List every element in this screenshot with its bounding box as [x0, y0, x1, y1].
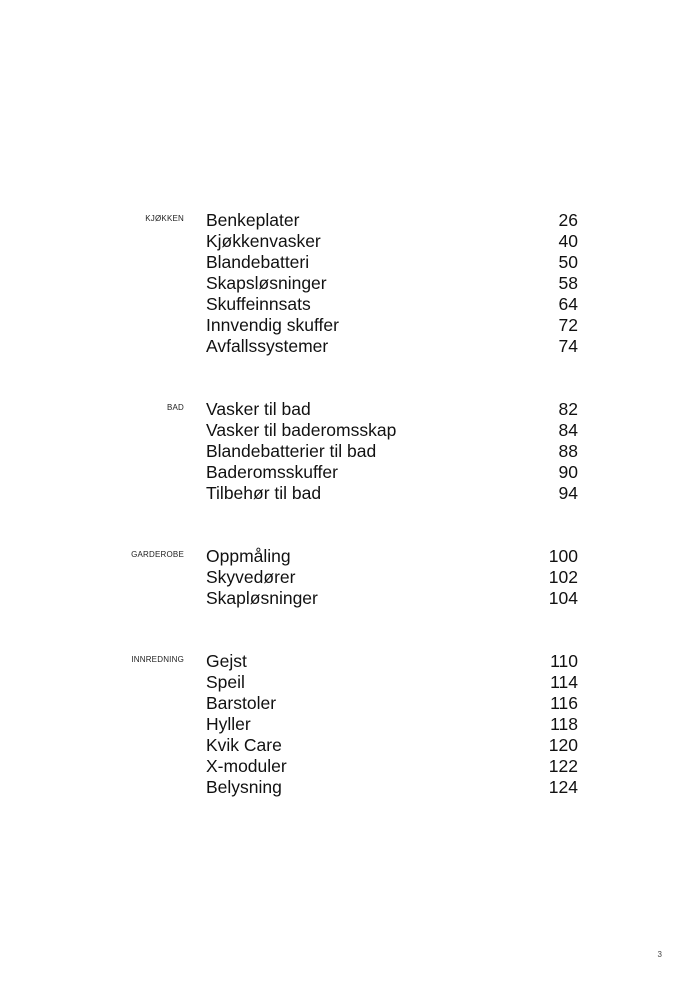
- toc-entry[interactable]: [206, 672, 578, 693]
- toc-entry[interactable]: [206, 588, 578, 609]
- toc-entry[interactable]: [206, 777, 578, 798]
- entry-page-number: 110: [550, 651, 578, 671]
- entry-title: Innvendig skuffer: [206, 315, 339, 335]
- entry-page-number: 26: [558, 210, 578, 230]
- entry-title: Skapløsninger: [206, 588, 318, 608]
- toc-entry[interactable]: [206, 210, 578, 231]
- toc-entry[interactable]: [206, 693, 578, 714]
- toc-entry[interactable]: [206, 462, 578, 483]
- entry-title: Blandebatterier til bad: [206, 441, 377, 461]
- entry-page-number: 50: [558, 252, 578, 272]
- toc-entry[interactable]: [206, 420, 578, 441]
- entry-page-number: 72: [558, 315, 578, 335]
- entry-page-number: 82: [558, 399, 578, 419]
- entry-title: Vasker til baderomsskap: [206, 420, 397, 440]
- entry-page-number: 74: [558, 336, 578, 356]
- entry-title: Blandebatteri: [206, 252, 310, 272]
- entry-title: Kjøkkenvasker: [206, 231, 321, 251]
- entry-page-number: 104: [548, 588, 578, 608]
- page-number: 3: [657, 950, 662, 959]
- toc-entry[interactable]: [206, 252, 578, 273]
- toc-entry[interactable]: [206, 273, 578, 294]
- entry-title: Tilbehør til bad: [206, 483, 322, 503]
- toc-entry[interactable]: [206, 714, 578, 735]
- entry-page-number: 102: [548, 567, 578, 587]
- entry-title: Barstoler: [206, 693, 277, 713]
- entry-title: Hyller: [206, 714, 251, 734]
- entry-title: Kvik Care: [206, 735, 282, 755]
- section-label: INNREDNING: [131, 655, 184, 664]
- toc-entry[interactable]: [206, 756, 578, 777]
- section-label: KJØKKEN: [145, 214, 184, 223]
- entry-title: Benkeplater: [206, 210, 300, 230]
- entry-page-number: 120: [548, 735, 578, 755]
- entry-page-number: 124: [548, 777, 578, 797]
- entry-title: Vasker til bad: [206, 399, 311, 419]
- section-label: BAD: [166, 403, 184, 412]
- toc-entry[interactable]: [206, 483, 578, 504]
- entry-title: Skyvedører: [206, 567, 296, 587]
- toc-entry[interactable]: [206, 399, 578, 420]
- entry-page-number: 64: [558, 294, 578, 314]
- entry-page-number: 90: [558, 462, 578, 482]
- toc-entry[interactable]: [206, 735, 578, 756]
- toc-entry[interactable]: [206, 567, 578, 588]
- entry-page-number: 116: [550, 693, 578, 713]
- toc-entry[interactable]: [206, 336, 578, 357]
- section-label: GARDEROBE: [131, 550, 184, 559]
- entry-page-number: 94: [558, 483, 578, 503]
- entry-title: Avfallssystemer: [206, 336, 329, 356]
- entry-title: Gejst: [206, 651, 247, 671]
- entry-title: Skapsløsninger: [206, 273, 327, 293]
- entry-page-number: 84: [558, 420, 578, 440]
- entry-title: X-moduler: [206, 756, 287, 776]
- toc-entry[interactable]: [206, 231, 578, 252]
- entry-page-number: 88: [558, 441, 578, 461]
- toc-entry[interactable]: [206, 651, 578, 672]
- entry-page-number: 114: [550, 672, 578, 692]
- entry-page-number: 118: [550, 714, 578, 734]
- entry-page-number: 122: [548, 756, 578, 776]
- entry-page-number: 100: [548, 546, 578, 566]
- entry-title: Skuffeinnsats: [206, 294, 311, 314]
- toc-entry[interactable]: [206, 294, 578, 315]
- toc-entry[interactable]: [206, 546, 578, 567]
- entry-title: Belysning: [206, 777, 282, 797]
- entry-page-number: 40: [558, 231, 578, 251]
- entry-title: Baderomsskuffer: [206, 462, 338, 482]
- entry-title: Oppmåling: [206, 546, 291, 566]
- toc-entry[interactable]: [206, 441, 578, 462]
- entry-page-number: 58: [558, 273, 578, 293]
- entry-title: Speil: [206, 672, 245, 692]
- toc-entry[interactable]: [206, 315, 578, 336]
